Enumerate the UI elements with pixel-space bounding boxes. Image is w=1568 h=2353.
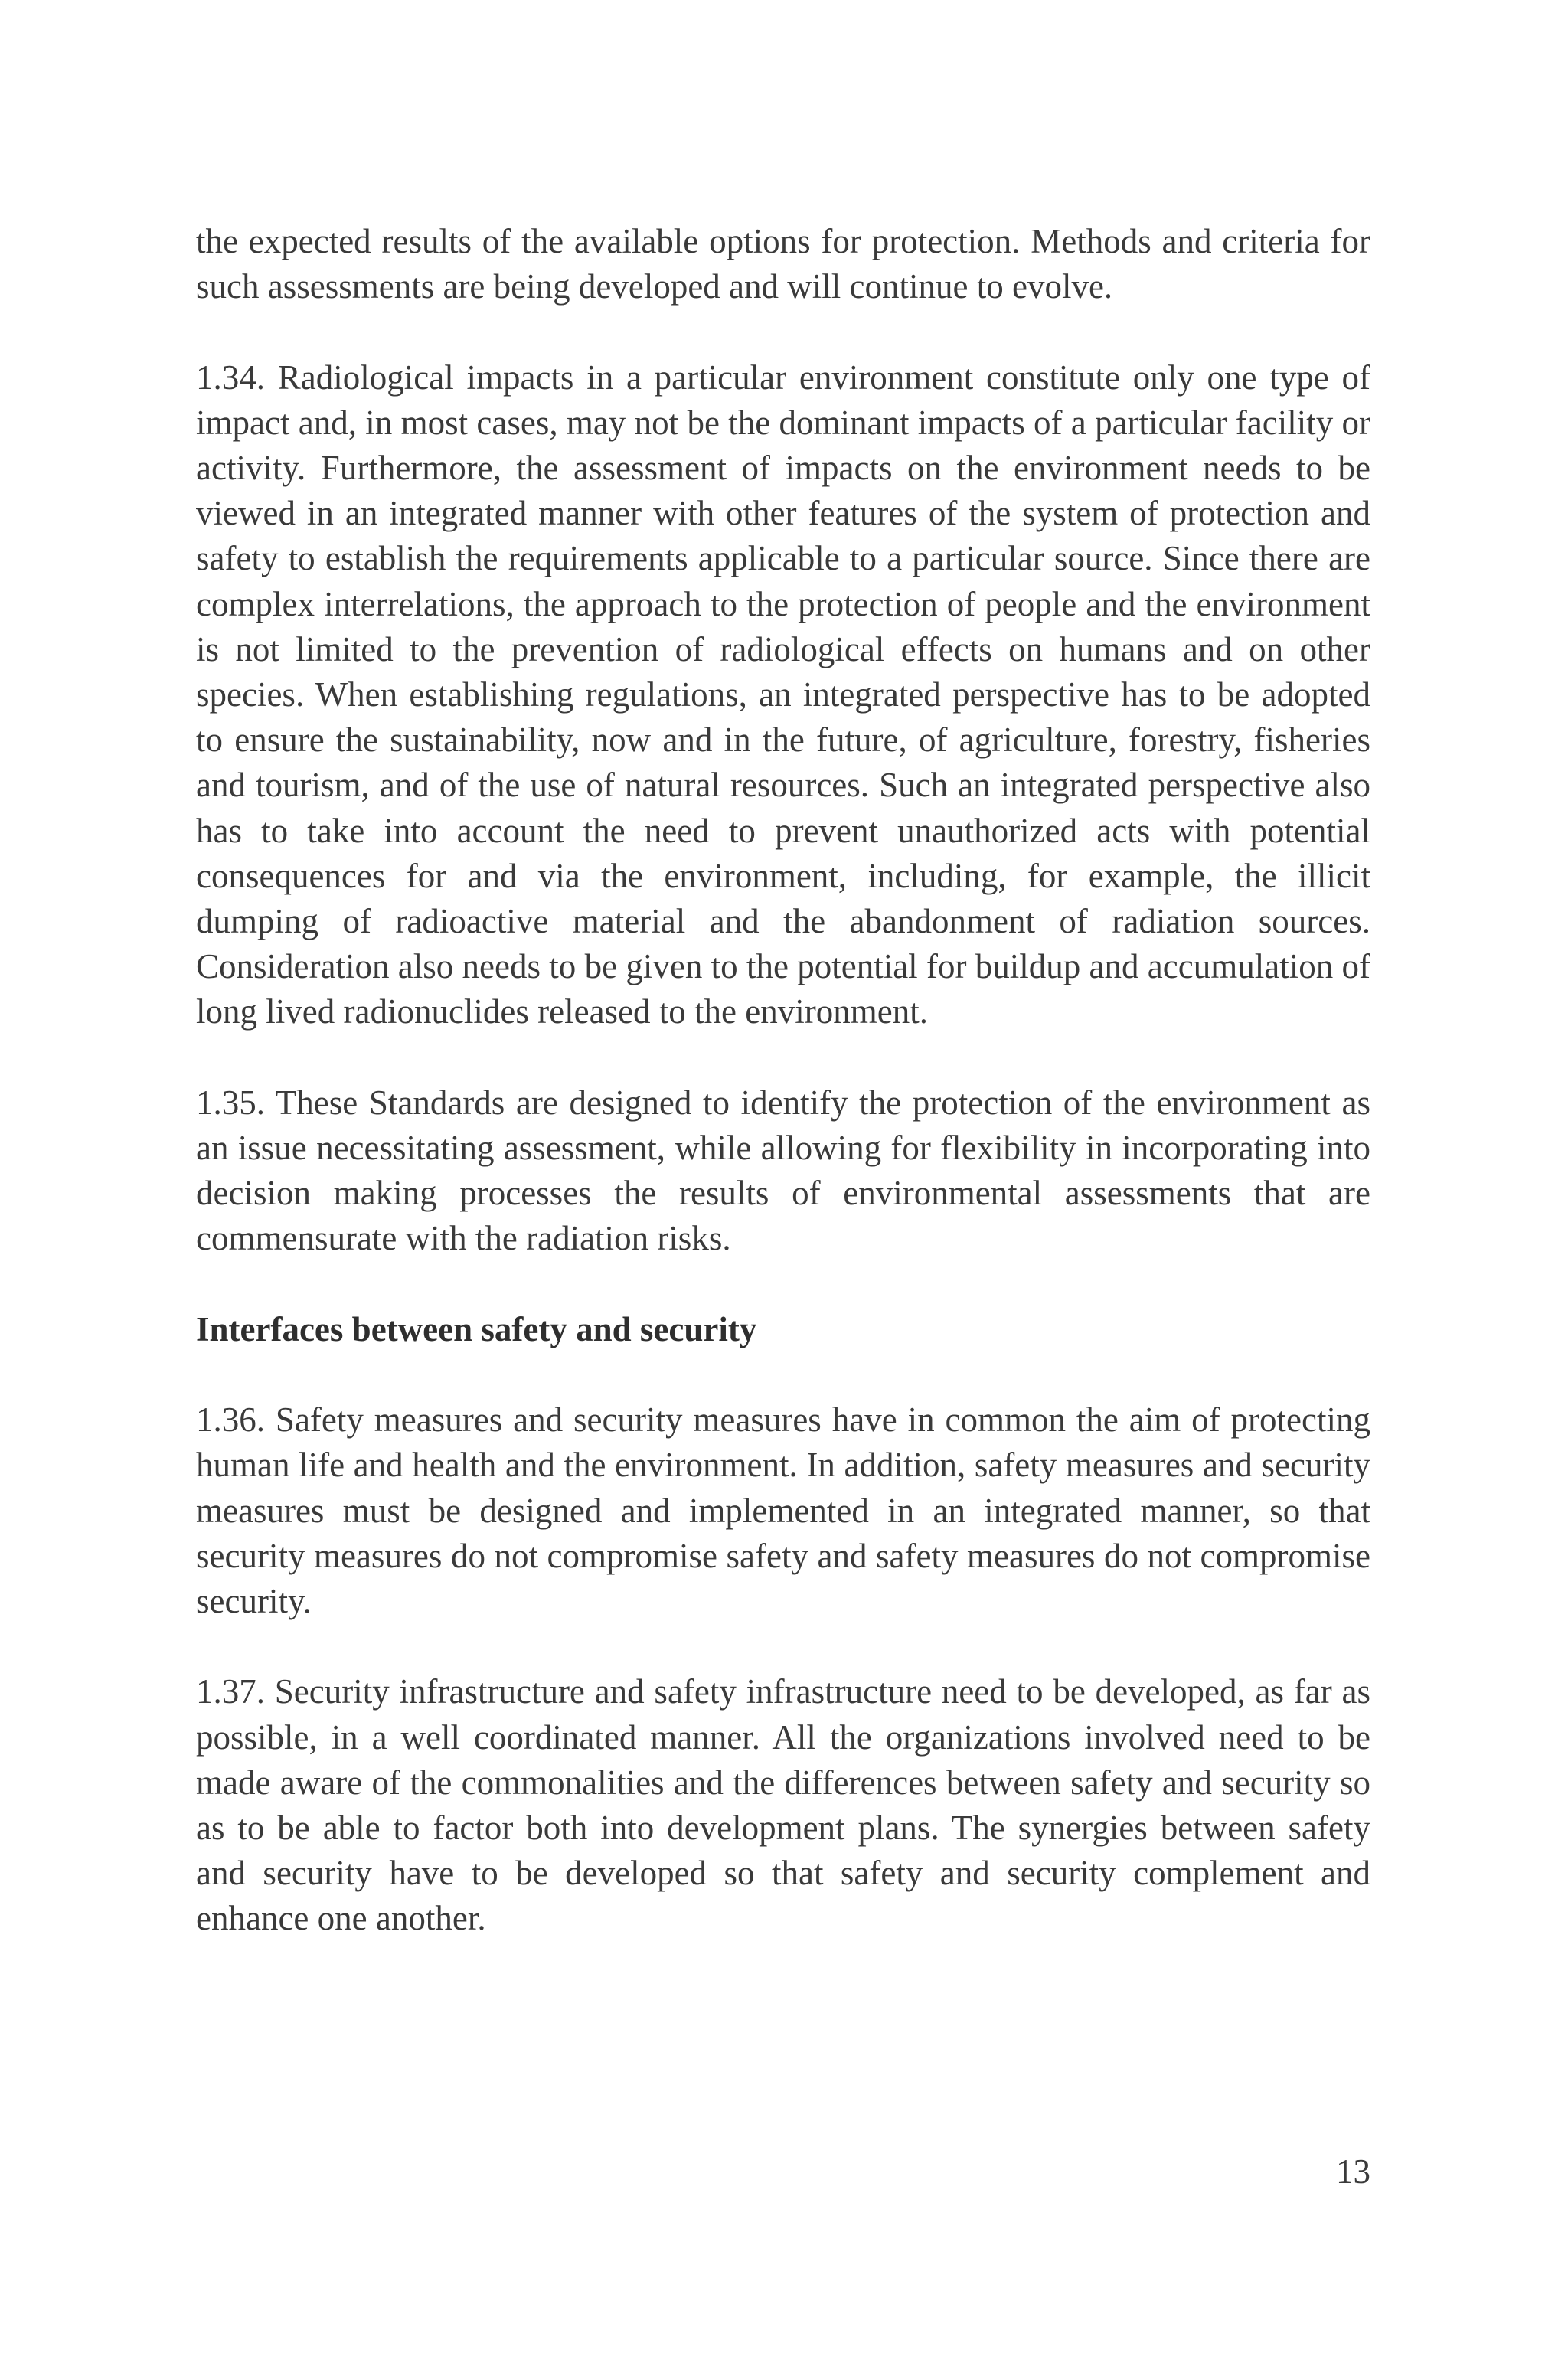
paragraph-continued: the expected results of the available options for protection. Methods and criteria for such assessments are being developed and will continue to evolve. [196,222,1370,306]
paragraph-1-37: 1.37. Security infrastructure and safety infrastructure need to be developed, as far as possible, in a well coordinated manner. All the organizations involved need to be made aware of the commonalities and the differences between safety and security so as to be able to factor both into development plans. The synergies between safety and security have to be developed so that safety and security complement and enhance one another. [196,1672,1370,1938]
page-number: 13 [1336,2152,1370,2191]
paragraph-1-36: 1.36. Safety measures and security measures have in common the aim of protecting human life and health and the environment. In addition, safety measures and security measures must be designed and implemented in an integrated manner, so that security measures do not compromise safety and safety measures do not compromise security. [196,1400,1370,1621]
paragraph-1-34: 1.34. Radiological impacts in a particular environment constitute only one type of impact and, in most cases, may not be the dominant impacts of a particular facility or activity. Furthermore, the assessment of impacts on the environment needs to be viewed in an integrated manner with other features of the system of protection and safety to establish the requirements applicable to a particular source. Since there are complex interrelations, the approach to the protection of people and the environment is not limited to the prevention of radiological effects on humans and on other species. When establishing regulations, an integrated perspective has to be adopted to ensure the sustainability, now and in the future, of agriculture, forestry, fisheries and tourism, and of the use of natural resources. Such an integrated perspective also has to take into account the need to prevent unauthorized acts with potential consequences for and via the environment, including, for example, the illicit dumping of radioactive material and the abandonment of radiation sources. Consideration also needs to be given to the potential for buildup and accumulation of long lived radionuclides released to the environment. [196,358,1370,1031]
paragraph-1-35: 1.35. These Standards are designed to identify the protection of the environment as an issue necessitating assessment, while allowing for flexibility in incorporating into decision making processes the results of environmental assessments that are commensurate with the radiation risks. [196,1083,1370,1258]
page-body [196,219,1370,1942]
section-heading: Interfaces between safety and security [196,1309,757,1348]
